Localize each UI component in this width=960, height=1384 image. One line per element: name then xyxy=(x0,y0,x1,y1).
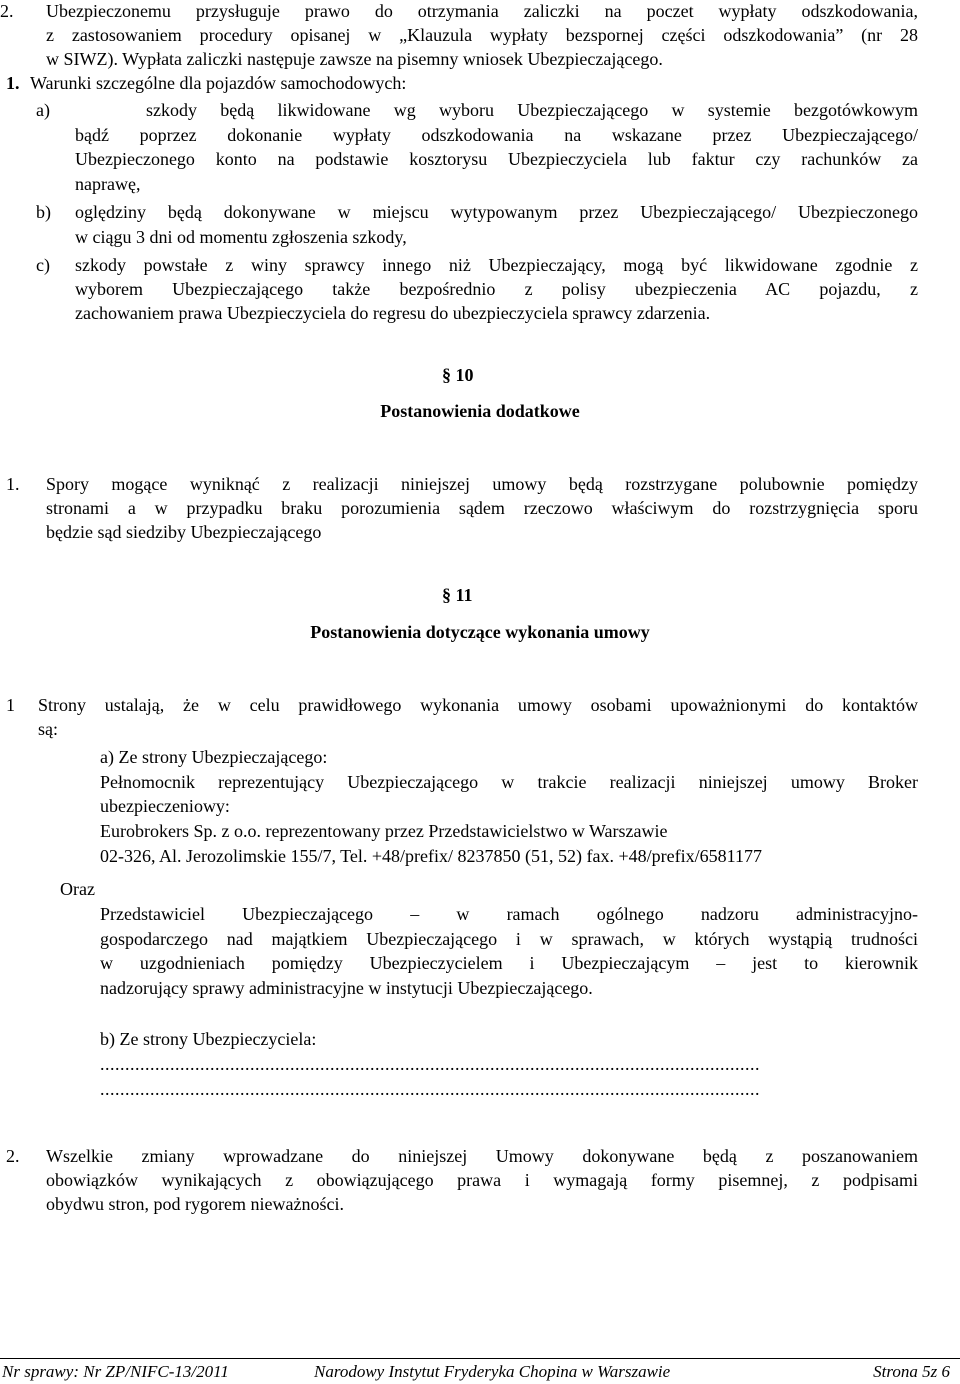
conditions-number: 1. xyxy=(6,73,20,93)
footer-institution: Narodowy Instytut Fryderyka Chopina w Warszawie xyxy=(314,1362,671,1381)
representative-line-4: nadzorujący sprawy administracyjne w instytucji Ubezpieczającego. xyxy=(100,978,593,998)
condition-c-line-2: wyborem Ubezpieczającego także bezpośrednio z polisy ubezpieczenia AC pojazdu, z xyxy=(75,279,918,299)
section-11-p2-number: 2. xyxy=(6,1146,20,1166)
section-11-title: Postanowienia dotyczące wykonania umowy xyxy=(310,622,650,642)
condition-a-line-2: bądź poprzez dokonanie wypłaty odszkodowania na wskazane przez Ubezpieczającego/ xyxy=(75,125,918,145)
section-11-p1-line-2: są: xyxy=(38,719,58,739)
intro-line-2: z zastosowaniem procedury opisanej w „Klauzula wypłaty bezspornej części odszkodowania” (nr 28 xyxy=(46,25,918,45)
condition-c-line-1: szkody powstałe z winy sprawcy innego niż Ubezpieczający, mogą być likwidowane zgodnie z xyxy=(75,255,918,275)
condition-c-line-3: zachowaniem prawa Ubezpieczyciela do regresu do ubezpieczyciela sprawcy zdarzenia. xyxy=(75,303,711,323)
side-a-line-3: Eurobrokers Sp. z o.o. reprezentowany przez Przedstawicielstwo w Warszawie xyxy=(100,821,668,841)
intro-line-1: Ubezpieczonemu przysługuje prawo do otrzymania zaliczki na poczet wypłaty odszkodowania, xyxy=(46,1,918,21)
section-11-p2-line-3: obydwu stron, pod rygorem nieważności. xyxy=(46,1194,344,1214)
side-a-line-1: Pełnomocnik reprezentujący Ubezpieczającego w trakcie realizacji niniejszej umowy Broker xyxy=(100,772,918,792)
condition-a-label: a) xyxy=(36,100,50,120)
section-11-p1-number: 1 xyxy=(6,695,15,715)
intro-line-3: w SIWZ). Wypłata zaliczki następuje zawsze na pisemny wniosek Ubezpieczającego. xyxy=(46,49,663,69)
section-10-title: Postanowienia dodatkowe xyxy=(380,401,580,421)
intro-number: 2. xyxy=(0,1,14,21)
side-a-line-4: 02-326, Al. Jerozolimskie 155/7, Tel. +48/prefix/ 8237850 (51, 52) fax. +48/prefix/6581177 xyxy=(100,846,762,866)
conditions-title: Warunki szczególne dla pojazdów samochodowych: xyxy=(30,73,407,93)
representative-line-1: Przedstawiciel Ubezpieczającego – w ramach ogólnego nadzoru administracyjno- xyxy=(100,904,918,924)
section-10-number: 1. xyxy=(6,474,20,494)
section-11-p2-line-1: Wszelkie zmiany wprowadzane do niniejszej Umowy dokonywane będą z poszanowaniem xyxy=(46,1146,918,1166)
condition-b-line-1: oględziny będą dokonywane w miejscu wytypowanym przez Ubezpieczającego/ Ubezpieczonego xyxy=(75,202,918,222)
condition-a-line-4: naprawę, xyxy=(75,174,141,194)
side-b-dotted-line-2: .................................................................................................................................... xyxy=(100,1079,760,1099)
side-a-label: a) Ze strony Ubezpieczającego: xyxy=(100,747,328,767)
condition-a-line-1: szkody będą likwidowane wg wyboru Ubezpieczającego w systemie bezgotówkowym xyxy=(146,100,918,120)
condition-b-label: b) xyxy=(36,202,51,222)
section-10-heading: § 10 xyxy=(442,365,474,385)
section-10-line-2: stronami a w przypadku braku porozumienia sądem rzeczowo właściwym do rozstrzygnięcia sporu xyxy=(46,498,918,518)
side-b-dotted-line-1: .................................................................................................................................... xyxy=(100,1054,760,1074)
footer-case-number: Nr sprawy: Nr ZP/NIFC-13/2011 xyxy=(2,1362,229,1381)
condition-b-line-2: w ciągu 3 dni od momentu zgłoszenia szkody, xyxy=(75,227,407,247)
condition-a-line-3: Ubezpieczonego konto na podstawie kosztorysu Ubezpieczyciela lub faktur czy rachunków za xyxy=(75,149,918,169)
section-11-p1-line-1: Strony ustalają, że w celu prawidłowego wykonania umowy osobami upoważnionymi do kontaktów xyxy=(38,695,918,715)
oraz-label: Oraz xyxy=(60,879,95,899)
side-a-line-2: ubezpieczeniowy: xyxy=(100,796,230,816)
section-10-line-1: Spory mogące wyniknąć z realizacji niniejszej umowy będą rozstrzygane polubownie pomiędzy xyxy=(46,474,918,494)
section-11-heading: § 11 xyxy=(442,585,473,605)
footer-page-number: Strona 5z 6 xyxy=(873,1362,950,1381)
section-11-p2-line-2: obowiązków wynikających z obowiązującego prawa i wymagają formy pisemnej, z podpisami xyxy=(46,1170,918,1190)
section-10-line-3: będzie sąd siedziby Ubezpieczającego xyxy=(46,522,322,542)
representative-line-2: gospodarczego nad majątkiem Ubezpieczającego i w sprawach, w których wystąpią trudności xyxy=(100,929,918,949)
page-footer xyxy=(0,1359,960,1384)
condition-c-label: c) xyxy=(36,255,50,275)
representative-line-3: w uzgodnieniach pomiędzy Ubezpieczycielem i Ubezpieczającym – jest to kierownik xyxy=(100,953,918,973)
side-b-label: b) Ze strony Ubezpieczyciela: xyxy=(100,1029,317,1049)
